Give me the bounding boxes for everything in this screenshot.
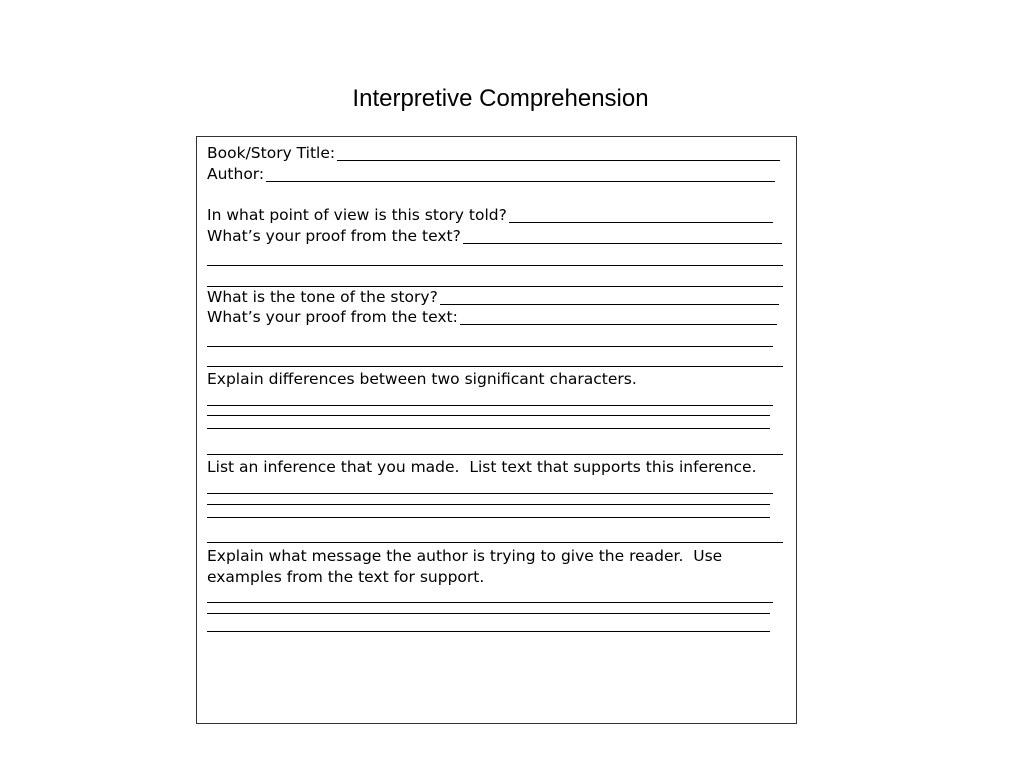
message-line-3[interactable] — [207, 631, 770, 632]
inference-prompt: List an inference that you made. List text that supports this inference. — [207, 458, 757, 476]
characters-line-1[interactable] — [207, 405, 773, 406]
message-prompt-row-2 — [207, 567, 783, 587]
book-title-label: Book/Story Title: — [207, 144, 336, 162]
tone-proof-line-1[interactable] — [207, 346, 773, 347]
tone-proof-line-2[interactable] — [207, 366, 783, 367]
pov-proof-line-1[interactable] — [207, 265, 783, 266]
tone-proof-blank[interactable] — [460, 324, 777, 325]
tone-answer-blank[interactable] — [440, 304, 779, 305]
author-field[interactable] — [207, 164, 775, 184]
inference-prompt-row — [207, 457, 783, 477]
pov-proof-field[interactable] — [207, 226, 782, 246]
author-blank[interactable] — [266, 181, 775, 182]
characters-line-4[interactable] — [207, 454, 783, 455]
page-title: Interpretive Comprehension — [352, 85, 649, 112]
message-line-1[interactable] — [207, 602, 773, 603]
characters-line-2[interactable] — [207, 415, 770, 416]
message-prompt-line-1: Explain what message the author is trying to give the reader. Use — [207, 547, 723, 565]
inference-line-4[interactable] — [207, 542, 783, 543]
pov-proof-blank[interactable] — [463, 243, 782, 244]
characters-line-3[interactable] — [207, 428, 770, 429]
book-title-blank[interactable] — [337, 160, 780, 161]
pov-question-field[interactable] — [207, 205, 773, 225]
tone-question-label: What is the tone of the story? — [207, 288, 438, 306]
tone-proof-field[interactable] — [207, 307, 777, 327]
tone-question-field[interactable] — [207, 287, 779, 307]
inference-line-1[interactable] — [207, 493, 773, 494]
author-label: Author: — [207, 165, 265, 183]
pov-answer-blank[interactable] — [509, 222, 773, 223]
message-line-2[interactable] — [207, 613, 770, 614]
worksheet-box — [196, 136, 797, 724]
message-prompt-line-2: examples from the text for support. — [207, 568, 485, 586]
message-prompt-row-1 — [207, 546, 783, 566]
book-title-field[interactable] — [207, 143, 780, 163]
pov-proof-label: What’s your proof from the text? — [207, 227, 461, 245]
inference-line-3[interactable] — [207, 517, 770, 518]
inference-line-2[interactable] — [207, 504, 770, 505]
characters-prompt-row — [207, 369, 783, 389]
tone-proof-label: What’s your proof from the text: — [207, 308, 458, 326]
pov-question-label: In what point of view is this story told? — [207, 206, 507, 224]
characters-prompt: Explain differences between two significant characters. — [207, 370, 637, 388]
